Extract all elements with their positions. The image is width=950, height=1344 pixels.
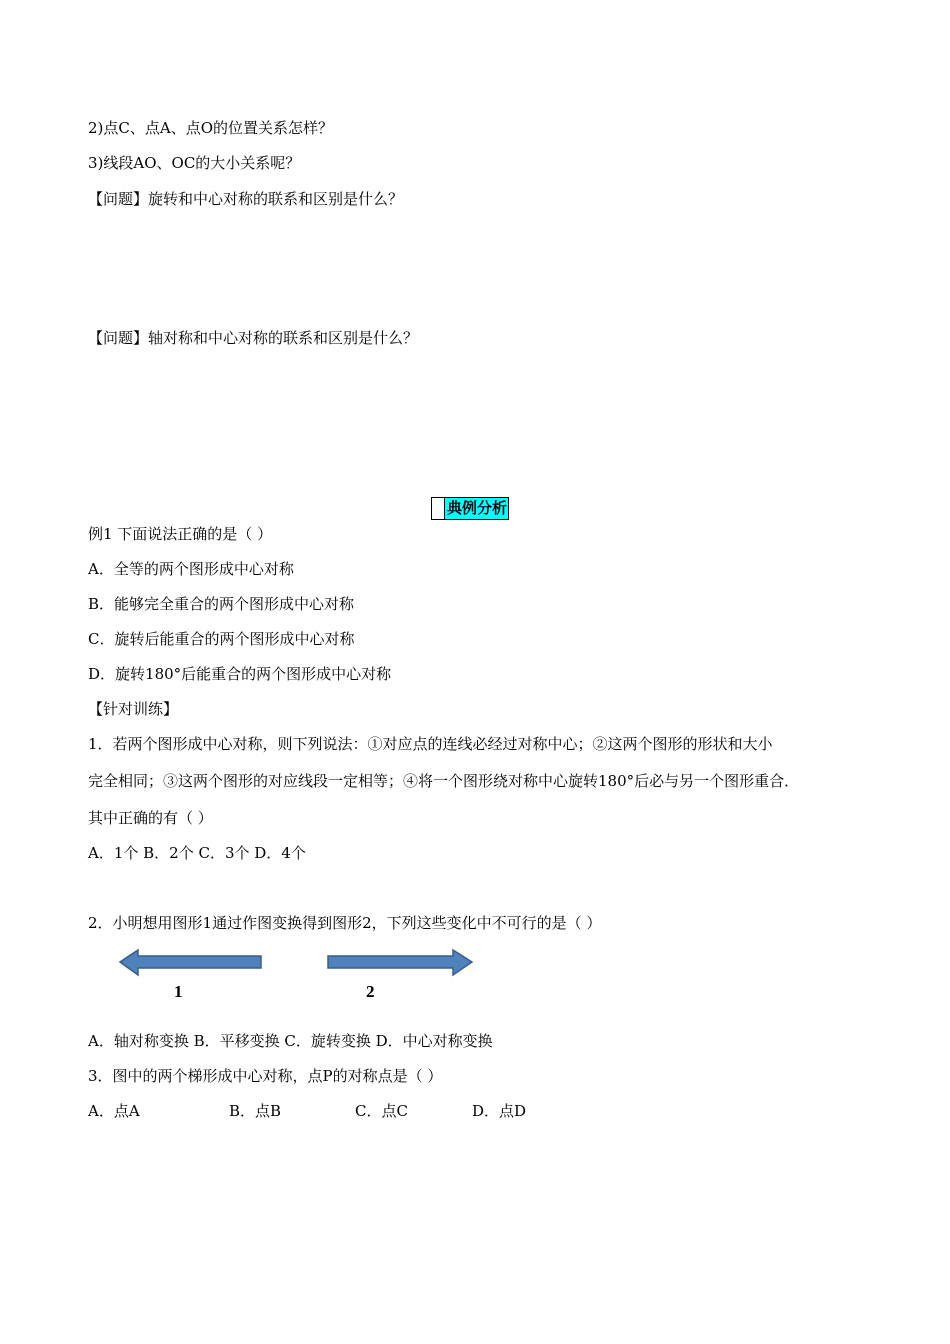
problem1-options: A．1个 B．2个 C．3个 D．4个 <box>88 844 306 862</box>
example1-option-d: D．旋转180°后能重合的两个图形成中心对称 <box>88 665 392 683</box>
example1-option-a: A．全等的两个图形成中心对称 <box>88 560 294 578</box>
line-q2: 2)点C、点A、点O的位置关系怎样？ <box>88 119 334 137</box>
right-arrow-shape <box>328 950 472 975</box>
section-title <box>431 497 509 520</box>
figure-label-1: 1 <box>174 982 183 1001</box>
training-heading: 【针对训练】 <box>88 700 179 718</box>
problem1-line3: 其中正确的有（ ） <box>88 809 213 827</box>
figure-label-2: 2 <box>366 982 375 1001</box>
question-rotation-vs-central: 【问题】旋转和中心对称的联系和区别是什么？ <box>88 190 404 208</box>
problem1-line2: 完全相同；③这两个图形的对应线段一定相等；④将一个图形绕对称中心旋转180°后必与另一个图形重合． <box>88 772 800 790</box>
problem3-option-a: A．点A <box>88 1102 140 1120</box>
arrow-figure <box>118 948 478 1004</box>
example1-stem: 例1 下面说法正确的是（ ） <box>88 525 273 543</box>
problem3-option-b: B．点B <box>229 1102 282 1120</box>
problem3-option-c: C．点C <box>355 1102 408 1120</box>
example1-option-c: C．旋转后能重合的两个图形成中心对称 <box>88 630 355 648</box>
problem3-option-d: D．点D <box>472 1102 527 1120</box>
question-axial-vs-central: 【问题】轴对称和中心对称的联系和区别是什么？ <box>88 329 419 347</box>
problem2-options: A．轴对称变换 B．平移变换 C．旋转变换 D．中心对称变换 <box>88 1032 493 1050</box>
section-title-label: 典例分析 <box>447 499 508 517</box>
arrows-svg <box>118 948 478 1004</box>
section-title-box <box>432 498 445 519</box>
problem3-options <box>88 1101 526 1121</box>
example1-option-b: B．能够完全重合的两个图形成中心对称 <box>88 595 355 613</box>
problem2-stem: 2．小明想用图形1通过作图变换得到图形2，下列这些变化中不可行的是（ ） <box>88 914 602 932</box>
left-arrow-shape <box>120 950 261 975</box>
problem3-stem: 3．图中的两个梯形成中心对称，点P的对称点是（ ） <box>88 1067 443 1085</box>
problem1-line1: 1．若两个图形成中心对称，则下列说法：①对应点的连线必经过对称中心；②这两个图形的形状和大小 <box>88 735 773 753</box>
line-q3: 3)线段AO、OC的大小关系呢？ <box>88 154 301 172</box>
